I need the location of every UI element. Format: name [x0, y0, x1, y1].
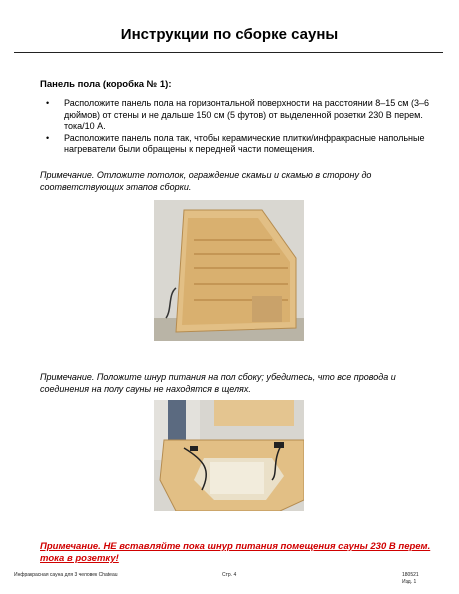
page-title: Инструкции по сборке сауны	[120, 26, 339, 43]
footer-revision	[402, 572, 419, 586]
floor-panel-photo	[154, 200, 304, 341]
section-heading: Панель пола (коробка № 1):	[40, 79, 172, 90]
list-item	[40, 98, 440, 133]
list-item-text: Расположите панель пола так, чтобы керамические плитки/инфракрасные напольные нагреватели были обращены к передней части помещения.	[64, 132, 425, 154]
list-item	[40, 133, 440, 156]
list-item-text: Расположите панель пола на горизонтальной поверхности на расстоянии 8–15 см (3–6 дюймов) от стены и не дальше 150 см (5 футов) от выделенной розетки 230 В перем. тока/10 А.	[64, 98, 429, 131]
footer-doc-code: 180521	[402, 572, 419, 578]
title-divider	[14, 52, 443, 53]
footer-edition: Изд. 1	[402, 579, 417, 585]
bullet-icon: •	[46, 98, 50, 108]
bullet-icon: •	[46, 132, 50, 143]
footer-product: Инфракрасная сауна для 3 человек Chateau	[14, 572, 118, 578]
note-set-aside: Примечание. Отложите потолок, ограждение скамьи и скамью в сторону до соответствующих этапов сборки.	[40, 170, 372, 192]
note-power-cord: Примечание. Положите шнур питания на пол сбоку; убедитесь, что все провода и соединения на полу сауны не находятся в щелях.	[40, 372, 396, 394]
instruction-list	[40, 98, 440, 156]
warning-note: Примечание. НЕ вставляйте пока шнур питания помещения сауны 230 В перем. тока в розетку!	[40, 541, 431, 564]
floor-panel-on-floor-photo	[154, 400, 304, 511]
footer-page-number: Стр. 4	[222, 572, 237, 578]
